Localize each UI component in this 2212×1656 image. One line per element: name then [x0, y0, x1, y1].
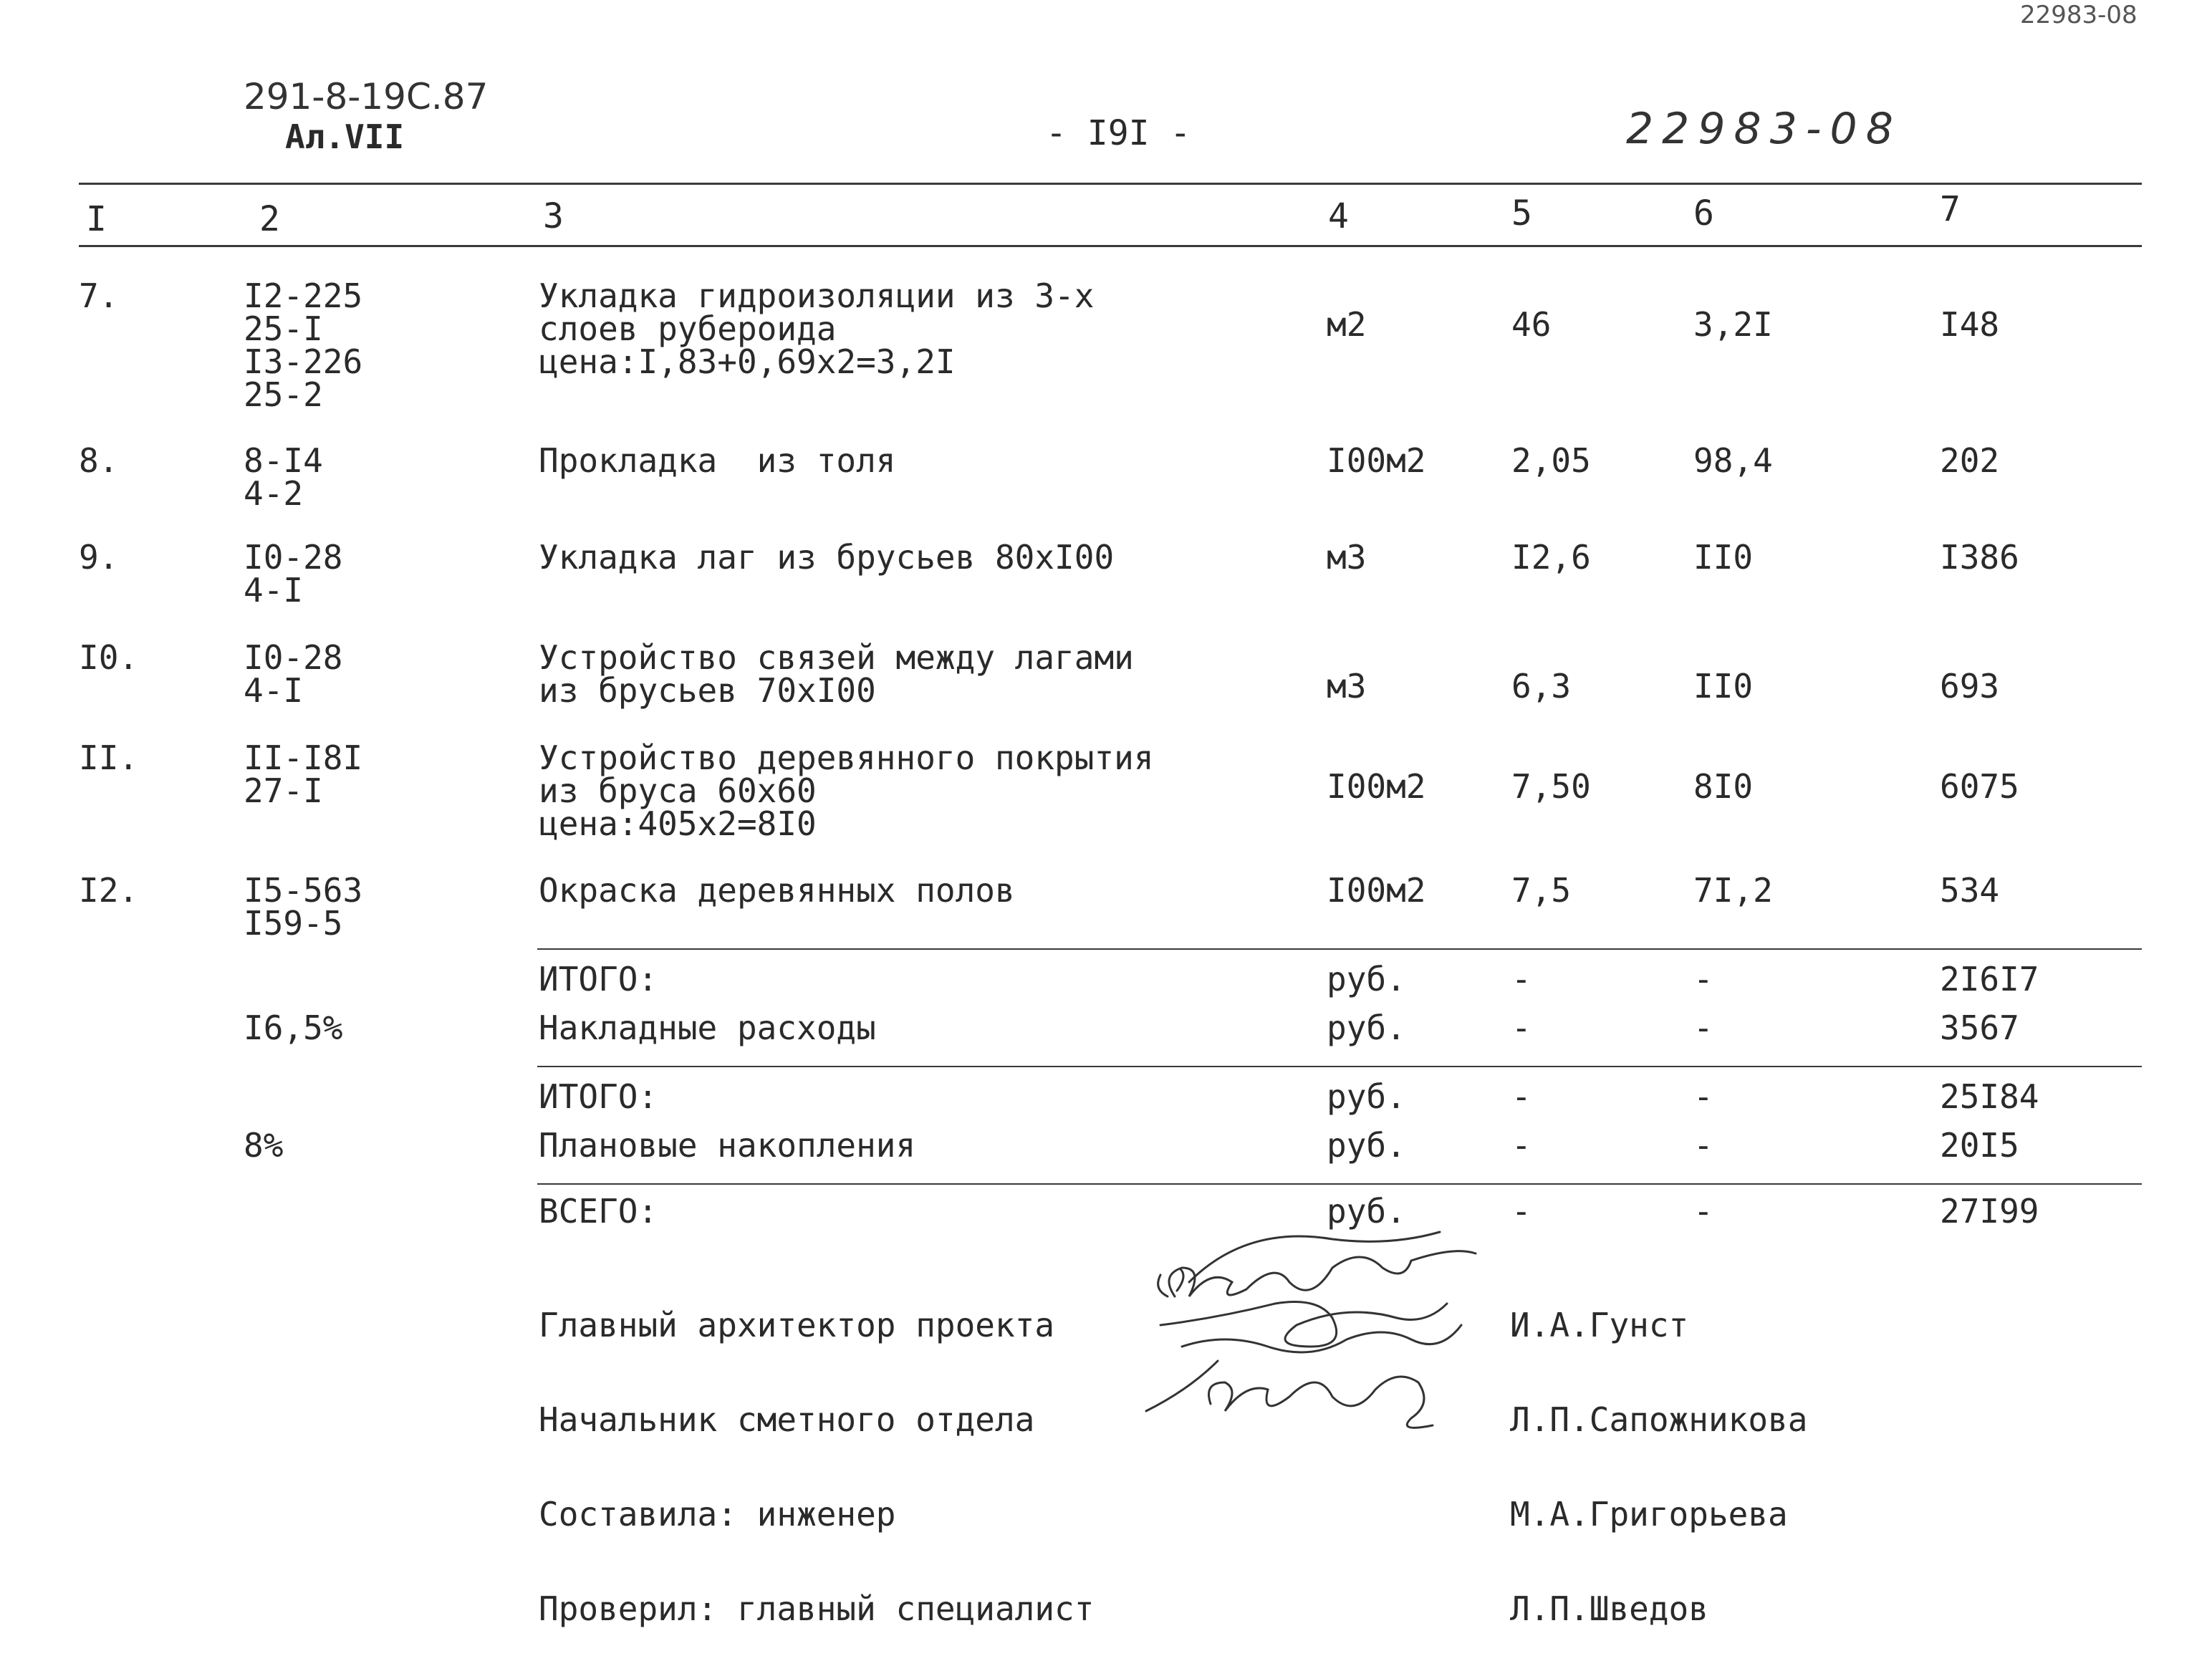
row-total: 693	[1940, 667, 2000, 706]
row-description-line: из брусьев 70хI00	[539, 671, 876, 710]
summary-unit: руб.	[1327, 1192, 1406, 1231]
row-code-line: 25-2	[244, 375, 323, 414]
row-total: 534	[1940, 871, 2000, 910]
row-code-line: I2-225	[244, 276, 363, 315]
summary-percent: 8%	[244, 1126, 284, 1165]
row-total: I386	[1940, 538, 2019, 577]
row-description-line: Окраска деревянных полов	[539, 871, 1015, 910]
row-code-line: I0-28	[244, 638, 343, 677]
row-price: II0	[1693, 538, 1754, 577]
summary-label: ВСЕГО:	[539, 1192, 658, 1231]
row-code-line: 8-I4	[244, 441, 323, 480]
row-total: 6075	[1940, 767, 2019, 806]
row-code-line: I3-226	[244, 342, 363, 381]
summary-percent: I6,5%	[244, 1008, 343, 1047]
document-code: 291-8-19С.87	[244, 76, 489, 117]
signature-name: И.А.Гунст	[1510, 1306, 1689, 1344]
top-right-note: 22983-08	[2020, 1, 2138, 29]
signature-name: Л.П.Шведов	[1510, 1589, 1708, 1628]
signature-name: М.А.Григорьева	[1510, 1495, 1788, 1534]
row-quantity: 7,50	[1511, 767, 1591, 806]
row-unit: I00м2	[1327, 441, 1426, 480]
row-unit: м3	[1327, 538, 1367, 577]
row-unit: м2	[1327, 305, 1367, 344]
row-quantity: 46	[1511, 305, 1552, 344]
summary-col6: -	[1693, 960, 1713, 998]
row-unit: I00м2	[1327, 767, 1426, 806]
summary-total: 25I84	[1940, 1077, 2039, 1116]
row-code-line: 27-I	[244, 771, 323, 810]
row-price: 98,4	[1693, 441, 1773, 480]
summary-unit: руб.	[1327, 1126, 1406, 1165]
row-quantity: 6,3	[1511, 667, 1572, 706]
summary-label: Плановые накопления	[539, 1126, 916, 1165]
page-number: - I9I -	[1046, 113, 1191, 153]
column-header-7: 7	[1940, 189, 1961, 229]
row-quantity: 2,05	[1511, 441, 1591, 480]
row-code-line: 4-I	[244, 571, 304, 610]
row-description-line: Устройство деревянного покрытия	[539, 738, 1154, 777]
signature-name: Л.П.Сапожникова	[1510, 1400, 1808, 1439]
row-description-line: слоев рубероида	[539, 309, 837, 348]
column-header-4: 4	[1328, 196, 1349, 236]
summary-total: 27I99	[1940, 1192, 2039, 1231]
row-number: 7.	[79, 276, 119, 315]
column-header-5: 5	[1511, 193, 1532, 234]
signature-role: Проверил: главный специалист	[539, 1589, 1095, 1628]
column-header-3: 3	[543, 196, 564, 236]
row-description-line: Устройство связей между лагами	[539, 638, 1134, 677]
row-quantity: I2,6	[1511, 538, 1591, 577]
summary-col6: -	[1693, 1126, 1713, 1165]
row-total: I48	[1940, 305, 2000, 344]
row-price: II0	[1693, 667, 1754, 706]
row-quantity: 7,5	[1511, 871, 1572, 910]
summary-label: ИТОГО:	[539, 1077, 658, 1116]
signature-role: Составила: инженер	[539, 1495, 896, 1534]
row-number: 8.	[79, 441, 119, 480]
row-number: II.	[79, 738, 139, 777]
summary-col6: -	[1693, 1192, 1713, 1231]
row-unit: м3	[1327, 667, 1367, 706]
summary-total: 3567	[1940, 1008, 2019, 1047]
row-price: 3,2I	[1693, 305, 1773, 344]
summary-label: ИТОГО:	[539, 960, 658, 998]
row-description-line: цена:I,83+0,69х2=3,2I	[539, 342, 956, 381]
row-number: 9.	[79, 538, 119, 577]
summary-col5: -	[1511, 1126, 1531, 1165]
summary-col6: -	[1693, 1008, 1713, 1047]
row-code-line: 4-I	[244, 671, 304, 710]
row-description-line: Укладка лаг из брусьев 80хI00	[539, 538, 1115, 577]
row-description-line: Прокладка из толя	[539, 441, 896, 480]
row-code-line: I0-28	[244, 538, 343, 577]
row-description-line: Укладка гидроизоляции из 3-х	[539, 276, 1095, 315]
summary-total: 2I6I7	[1940, 960, 2039, 998]
summary-col5: -	[1511, 960, 1531, 998]
row-code-line: 25-I	[244, 309, 323, 348]
row-code-line: II-I8I	[244, 738, 363, 777]
summary-total: 20I5	[1940, 1126, 2019, 1165]
column-header-1: I	[86, 199, 107, 239]
signature-role: Главный архитектор проекта	[539, 1306, 1055, 1344]
summary-unit: руб.	[1327, 1077, 1406, 1116]
document-number: 22983-08	[1626, 104, 1902, 154]
column-header-6: 6	[1693, 193, 1714, 234]
row-number: I0.	[79, 638, 139, 677]
signature-role: Начальник сметного отдела	[539, 1400, 1035, 1439]
row-total: 202	[1940, 441, 2000, 480]
summary-col5: -	[1511, 1008, 1531, 1047]
column-header-2: 2	[259, 199, 280, 239]
row-description-line: из бруса 60х60	[539, 771, 817, 810]
summary-col6: -	[1693, 1077, 1713, 1116]
album-label: Ал.VII	[285, 117, 405, 156]
summary-unit: руб.	[1327, 960, 1406, 998]
row-code-line: I5-563	[244, 871, 363, 910]
row-code-line: 4-2	[244, 474, 304, 513]
row-price: 7I,2	[1693, 871, 1773, 910]
row-number: I2.	[79, 871, 139, 910]
summary-unit: руб.	[1327, 1008, 1406, 1047]
row-description-line: цена:405х2=8I0	[539, 804, 817, 843]
row-code-line: I59-5	[244, 904, 343, 943]
summary-col5: -	[1511, 1077, 1531, 1116]
row-unit: I00м2	[1327, 871, 1426, 910]
row-price: 8I0	[1693, 767, 1754, 806]
summary-label: Накладные расходы	[539, 1008, 876, 1047]
summary-col5: -	[1511, 1192, 1531, 1231]
